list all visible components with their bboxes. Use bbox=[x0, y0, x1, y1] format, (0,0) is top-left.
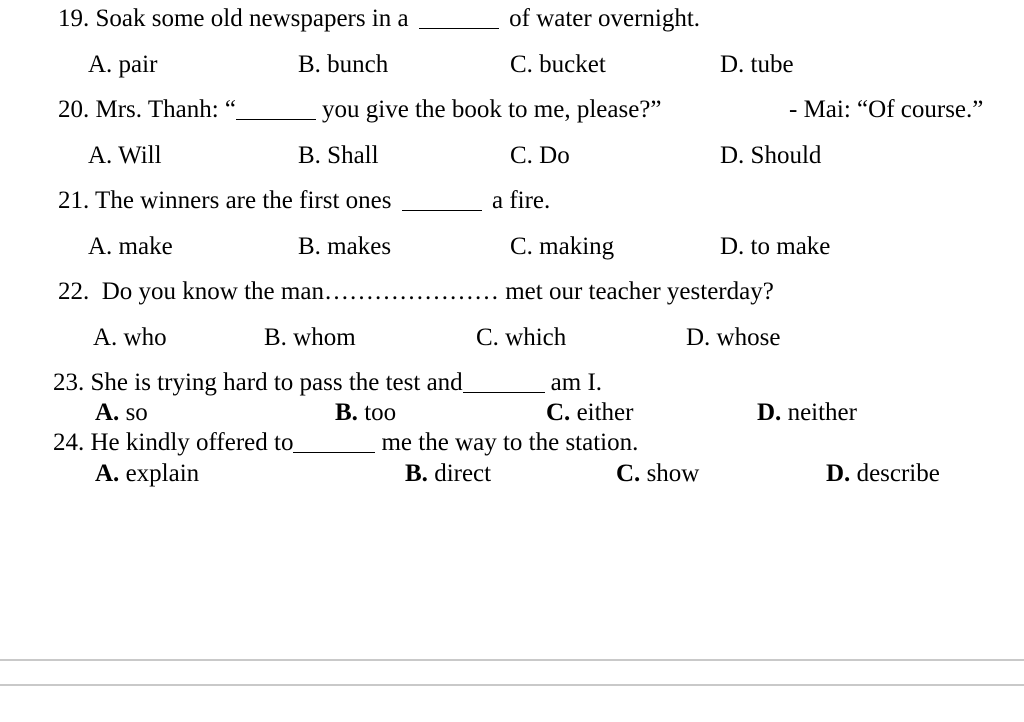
question-19-text-before: 19. Soak some old newspapers in a bbox=[58, 5, 409, 32]
option-letter: C. bbox=[616, 460, 641, 487]
option-letter: C. bbox=[546, 399, 571, 426]
q23-option-c bbox=[546, 400, 633, 425]
question-24-text-before: 24. He kindly offered to bbox=[53, 429, 294, 456]
question-20-reply: - Mai: “Of course.” bbox=[789, 96, 984, 123]
option-letter: D. bbox=[826, 460, 851, 487]
q23-option-b bbox=[335, 400, 396, 425]
answer-blank bbox=[293, 451, 375, 453]
option-letter: A. bbox=[95, 460, 120, 487]
question-21-text-after: a fire. bbox=[491, 187, 551, 214]
question-23-text-before: 23. She is trying hard to pass the test and bbox=[53, 369, 463, 396]
question-23-text-after: am I. bbox=[550, 369, 603, 396]
option-text: describe bbox=[856, 460, 940, 487]
question-22-dotted-blank: ………………… bbox=[323, 278, 499, 305]
q24-option-d bbox=[826, 461, 940, 486]
question-19 bbox=[58, 6, 700, 31]
question-20 bbox=[58, 97, 661, 122]
q22-option-d: D. whose bbox=[686, 324, 781, 351]
option-letter: B. bbox=[335, 399, 358, 426]
q19-option-d: D. tube bbox=[720, 51, 794, 78]
q20-option-d: D. Should bbox=[720, 142, 822, 169]
option-text: direct bbox=[434, 460, 492, 487]
answer-blank bbox=[463, 391, 545, 393]
q20-option-a: A. Will bbox=[88, 142, 162, 169]
option-letter: A. bbox=[95, 399, 120, 426]
question-22 bbox=[58, 279, 774, 304]
q19-option-b: B. bunch bbox=[298, 51, 389, 78]
q21-option-c: C. making bbox=[510, 233, 615, 260]
q19-option-a: A. pair bbox=[88, 51, 158, 78]
option-text: too bbox=[364, 399, 397, 426]
question-24 bbox=[53, 430, 638, 455]
option-text: so bbox=[125, 399, 148, 426]
q22-option-a: A. who bbox=[93, 324, 167, 351]
option-letter: D. bbox=[757, 399, 782, 426]
question-21 bbox=[58, 188, 550, 213]
question-19-text-after: of water overnight. bbox=[509, 5, 701, 32]
q21-option-a: A. make bbox=[88, 233, 173, 260]
answer-blank bbox=[402, 209, 482, 211]
page-divider-line bbox=[0, 684, 1024, 686]
option-text: explain bbox=[125, 460, 200, 487]
q21-option-b: B. makes bbox=[298, 233, 392, 260]
q24-option-a bbox=[95, 461, 199, 486]
page-divider-line bbox=[0, 659, 1024, 661]
question-22-text-before: 22. Do you know the man bbox=[58, 278, 324, 305]
question-23 bbox=[53, 370, 602, 395]
question-24-text-after: me the way to the station. bbox=[381, 429, 639, 456]
q24-option-b bbox=[405, 461, 491, 486]
question-21-text-before: 21. The winners are the first ones bbox=[58, 187, 392, 214]
question-20-text-after: you give the book to me, please?” bbox=[322, 96, 662, 123]
answer-blank bbox=[236, 118, 316, 120]
option-letter: B. bbox=[405, 460, 428, 487]
answer-blank bbox=[419, 27, 499, 29]
option-text: neither bbox=[787, 399, 857, 426]
q21-option-d: D. to make bbox=[720, 233, 831, 260]
q22-option-c: C. which bbox=[476, 324, 567, 351]
q23-option-d bbox=[757, 400, 857, 425]
option-text: either bbox=[576, 399, 634, 426]
option-text: show bbox=[646, 460, 700, 487]
q23-option-a bbox=[95, 400, 148, 425]
question-22-text-after: met our teacher yesterday? bbox=[505, 278, 774, 305]
q22-option-b: B. whom bbox=[264, 324, 356, 351]
question-20-text-before: 20. Mrs. Thanh: “ bbox=[58, 96, 236, 123]
q20-option-b: B. Shall bbox=[298, 142, 379, 169]
q19-option-c: C. bucket bbox=[510, 51, 606, 78]
q24-option-c bbox=[616, 461, 699, 486]
q20-option-c: C. Do bbox=[510, 142, 570, 169]
